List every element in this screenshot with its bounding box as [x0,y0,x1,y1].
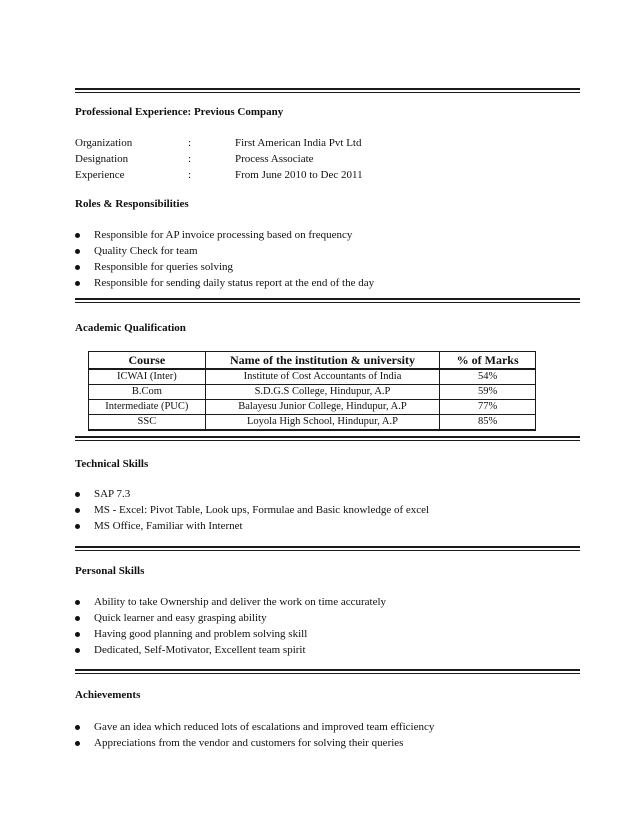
list-item [75,719,434,735]
column-header-institution: Name of the institution & university [205,352,440,370]
list-item [75,275,374,291]
bullet-icon [75,741,80,746]
designation-row [75,151,495,167]
roles-heading: Roles & Responsibilities [75,198,189,210]
column-header-course: Course [89,352,206,370]
bullet-icon [75,492,80,497]
colon-separator: : [188,169,192,181]
list-item-text: Responsible for sending daily status report at the end of the day [94,277,375,289]
section-divider [75,298,580,303]
column-header-marks: % of Marks [440,352,536,370]
list-item [75,486,429,502]
list-item-text: Appreciations from the vendor and customers for solving their queries [94,737,404,749]
table-row [89,400,536,415]
colon-separator: : [188,137,192,149]
list-item-text: Gave an idea which reduced lots of escalations and improved team efficiency [94,721,435,733]
list-item [75,626,386,642]
colon-separator: : [188,153,192,165]
experience-label: Experience [75,169,125,181]
section-divider [75,88,580,93]
personal-list [75,594,386,658]
marks-cell: 85% [440,415,536,431]
list-item-text: Having good planning and problem solving skill [94,628,308,640]
marks-cell: 54% [440,369,536,385]
designation-value: Process Associate [235,153,314,165]
qualification-table [88,351,536,431]
list-item-text: Responsible for queries solving [94,261,234,273]
bullet-icon [75,616,80,621]
section-divider [75,436,580,441]
table-row [89,369,536,385]
list-item-text: MS Office, Familiar with Internet [94,520,243,532]
list-item-text: SAP 7.3 [94,488,131,500]
list-item-text: Dedicated, Self-Motivator, Excellent team spirit [94,644,306,656]
list-item [75,227,374,243]
list-item [75,735,434,751]
course-cell: B.Com [89,385,206,400]
list-item-text: MS - Excel: Pivot Table, Look ups, Formulae and Basic knowledge of excel [94,504,430,516]
technical-heading: Technical Skills [75,458,149,470]
achievements-heading: Achievements [75,689,141,701]
table-row [89,385,536,400]
table-header-row [89,352,536,370]
organization-label: Organization [75,137,133,149]
marks-cell: 77% [440,400,536,415]
list-item-text: Quality Check for team [94,245,198,257]
bullet-icon [75,233,80,238]
academic-heading: Academic Qualification [75,322,186,334]
marks-cell: 59% [440,385,536,400]
list-item [75,518,429,534]
bullet-icon [75,281,80,286]
list-item-text: Quick learner and easy grasping ability [94,612,267,624]
bullet-icon [75,265,80,270]
course-cell: ICWAI (Inter) [89,369,206,385]
list-item [75,594,386,610]
organization-value: First American India Pvt Ltd [235,137,362,149]
experience-value: From June 2010 to Dec 2011 [235,169,363,181]
achievements-list [75,719,434,751]
section-divider [75,669,580,674]
bullet-icon [75,648,80,653]
bullet-icon [75,632,80,637]
list-item [75,642,386,658]
section-divider [75,546,580,551]
organization-row [75,135,495,151]
institution-cell: S.D.G.S College, Hindupur, A.P [205,385,440,400]
list-item-text: Responsible for AP invoice processing based on frequency [94,229,353,241]
list-item [75,259,374,275]
experience-heading: Professional Experience: Previous Company [75,106,284,118]
roles-list [75,227,374,291]
institution-cell: Institute of Cost Accountants of India [205,369,440,385]
list-item [75,502,429,518]
bullet-icon [75,508,80,513]
list-item [75,610,386,626]
bullet-icon [75,725,80,730]
institution-cell: Balayesu Junior College, Hindupur, A.P [205,400,440,415]
technical-list [75,486,429,534]
course-cell: SSC [89,415,206,431]
list-item-text: Ability to take Ownership and deliver the work on time accurately [94,596,387,608]
institution-cell: Loyola High School, Hindupur, A.P [205,415,440,431]
experience-row [75,167,495,183]
course-cell: Intermediate (PUC) [89,400,206,415]
designation-label: Designation [75,153,129,165]
bullet-icon [75,249,80,254]
personal-heading: Personal Skills [75,565,145,577]
bullet-icon [75,524,80,529]
list-item [75,243,374,259]
table-row [89,415,536,431]
bullet-icon [75,600,80,605]
